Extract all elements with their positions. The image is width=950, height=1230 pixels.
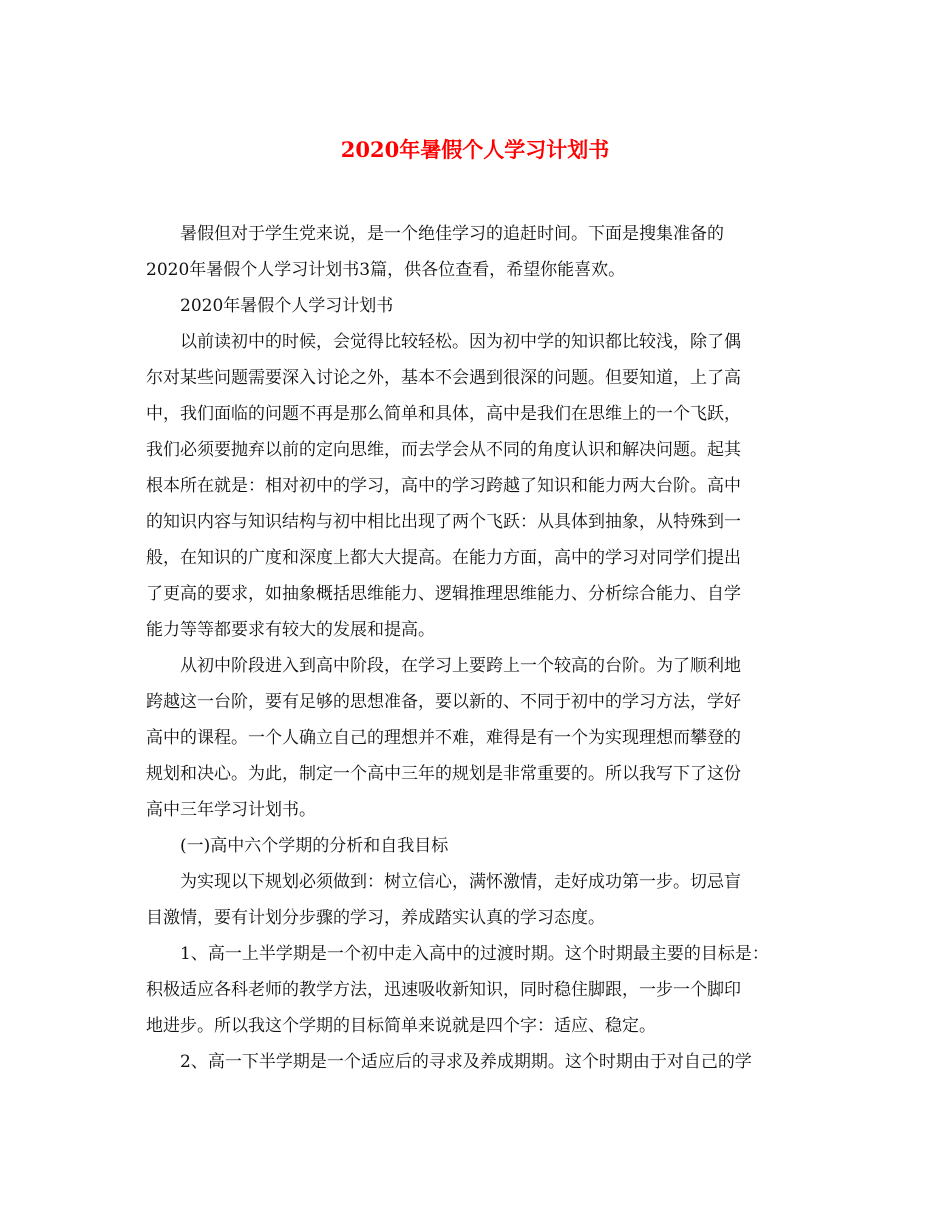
paragraph-line: 中，我们面临的问题不再是那么简单和具体，高中是我们在思维上的一个飞跃， [146, 404, 741, 424]
paragraph-line: 高中三年学习计划书。 [146, 800, 316, 820]
paragraph-line: 能力等等都要求有较大的发展和提高。 [146, 620, 435, 640]
paragraph-line: 规划和决心。为此，制定一个高中三年的规划是非常重要的。所以我写下了这份 [146, 764, 741, 784]
section-heading: (一)高中六个学期的分析和自我目标 [180, 836, 449, 856]
paragraph-line: 2、高一下半学期是一个适应后的寻求及养成期期。这个时期由于对自己的学 [180, 1052, 752, 1072]
paragraph-line: 尔对某些问题需要深入讨论之外，基本不会遇到很深的问题。但要知道，上了高 [146, 368, 741, 388]
paragraph-line: 高中的课程。一个人确立自己的理想并不难，难得是有一个为实现理想而攀登的 [146, 728, 741, 748]
paragraph-line: 般，在知识的广度和深度上都大大提高。在能力方面，高中的学习对同学们提出 [146, 548, 741, 568]
paragraph-line: 为实现以下规划必须做到：树立信心，满怀激情，走好成功第一步。切忌盲 [180, 872, 741, 892]
paragraph-line: 2020年暑假个人学习计划书3篇，供各位查看，希望你能喜欢。 [146, 260, 626, 280]
paragraph-line: 跨越这一台阶，要有足够的思想准备，要以新的、不同于初中的学习方法，学好 [146, 692, 741, 712]
paragraph-line: 目激情，要有计划分步骤的学习，养成踏实认真的学习态度。 [146, 908, 605, 928]
paragraph-line: 地进步。所以我这个学期的目标简单来说就是四个字：适应、稳定。 [146, 1016, 656, 1036]
paragraph-line: 积极适应各科老师的教学方法，迅速吸收新知识，同时稳住脚跟，一步一个脚印 [146, 980, 741, 1000]
paragraph-line: 1、高一上半学期是一个初中走入高中的过渡时期。这个时期最主要的目标是： [180, 944, 769, 964]
paragraph-line: 的知识内容与知识结构与初中相比出现了两个飞跃：从具体到抽象，从特殊到一 [146, 512, 741, 532]
paragraph-line: 我们必须要抛弃以前的定向思维，而去学会从不同的角度认识和解决问题。起其 [146, 440, 741, 460]
section-heading: 2020年暑假个人学习计划书 [180, 296, 394, 316]
paragraph-line: 从初中阶段进入到高中阶段，在学习上要跨上一个较高的台阶。为了顺利地 [180, 656, 741, 676]
paragraph-line: 以前读初中的时候，会觉得比较轻松。因为初中学的知识都比较浅，除了偶 [180, 332, 741, 352]
paragraph-line: 根本所在就是：相对初中的学习，高中的学习跨越了知识和能力两大台阶。高中 [146, 476, 741, 496]
paragraph-line: 暑假但对于学生党来说，是一个绝佳学习的追赶时间。下面是搜集准备的 [180, 224, 724, 244]
paragraph-line: 了更高的要求，如抽象概括思维能力、逻辑推理思维能力、分析综合能力、自学 [146, 584, 741, 604]
document-title: 2020年暑假个人学习计划书 [340, 137, 610, 162]
